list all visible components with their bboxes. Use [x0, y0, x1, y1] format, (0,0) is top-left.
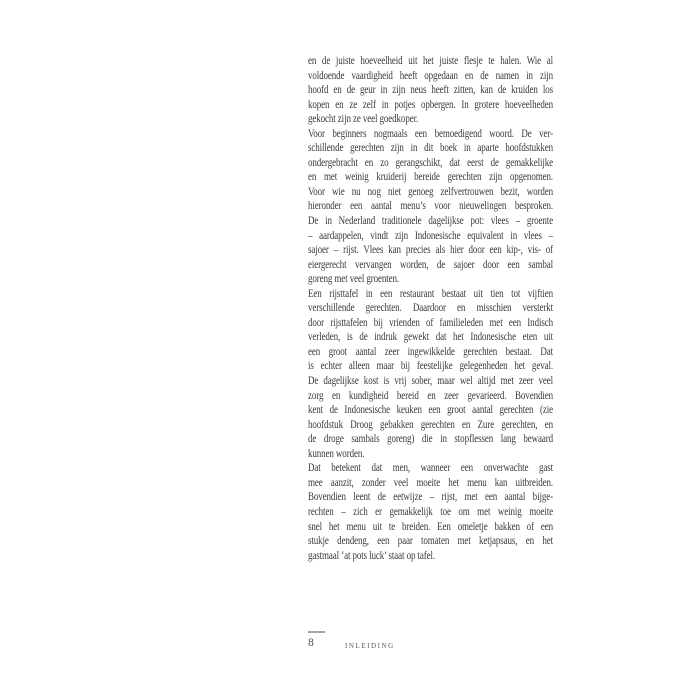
text-line: door rijsttafelen bij vrienden of familieleden met een Indisch — [308, 314, 553, 329]
text-line: gekocht zijn ze veel goedkoper. — [308, 111, 419, 126]
text-line: eiergerecht vervangen worden, de sajoer door een sambal — [308, 256, 553, 271]
text-line: hoofdstuk Droog gebakken gerechten en Zure gerechten, en — [308, 416, 553, 431]
text-line: hieronder een aantal menu’s voor nieuwelingen besproken. — [308, 198, 553, 213]
text-line: gastmaal ‘at pots luck’ staat op tafel. — [308, 547, 436, 562]
text-line: verschillende gerechten. Daardoor en misschien versterkt — [308, 300, 553, 315]
page-number: 8 — [308, 637, 314, 649]
text-line: Voor beginners nogmaals een bemoedigend woord. De ver- — [308, 125, 553, 140]
text-line: Een rijsttafel in een restaurant bestaat uit tien tot vijftien — [308, 285, 553, 300]
text-line: is echter alleen maar bij feestelijke gelegenheden het geval. — [308, 358, 553, 373]
text-line: en met weinig kruiderij bereide gerechten zijn opgenomen. — [308, 169, 553, 184]
text-line: kopen en ze zelf in potjes opbergen. In grotere hoeveelheden — [308, 96, 553, 111]
text-line: goreng met veel groenten. — [308, 271, 400, 286]
body-text-lines — [308, 53, 553, 562]
text-line: Dat betekent dat men, wanneer een onverwachte gast — [308, 460, 553, 475]
text-line: zorg en kundigheid bereid en zeer gevarieerd. Bovendien — [308, 387, 553, 402]
text-line: mee aanzit, zonder veel moeite het menu kan uitbreiden. — [308, 474, 553, 489]
text-line: kunnen worden. — [308, 445, 365, 460]
text-line: schillende gerechten zijn in dit boek in aparte hoofdstukken — [308, 140, 553, 155]
text-line: voldoende vaardigheid heeft opgedaan en de namen in zijn — [308, 67, 553, 82]
text-line: en de juiste hoeveelheid uit het juiste flesje te halen. Wie al — [308, 53, 553, 67]
body-text-column — [308, 53, 553, 562]
text-line: Bovendien leent de eetwijze – rijst, met een aantal bijge- — [308, 489, 553, 504]
text-line: de droge sambals goreng) die in stopflessen lang bewaard — [308, 431, 553, 446]
text-line: hoofd en de geur in zijn neus heeft zitten, kan de kruiden los — [308, 82, 553, 97]
text-line: een groot aantal zeer ingewikkelde gerechten bestaat. Dat — [308, 343, 553, 358]
text-line: stukje dendeng, een paar tomaten met ketjapsaus, en het — [308, 533, 553, 548]
text-line: verleden, is de indruk gewekt dat het Indonesische eten uit — [308, 329, 553, 344]
text-line: De dagelijkse kost is vrij sober, maar wel altijd met zeer veel — [308, 373, 553, 388]
text-line: kent de Indonesische keuken een groot aantal gerechten (zie — [308, 402, 553, 417]
text-line: snel het menu uit te breiden. Een omeletje bakken of een — [308, 518, 553, 533]
text-line: Voor wie nu nog niet genoeg zelfvertrouwen bezit, worden — [308, 183, 553, 198]
running-head-section-title: INLEIDING — [345, 641, 395, 650]
text-line: sajoer – rijst. Vlees kan precies als hier door een kip-, vis- of — [308, 242, 553, 257]
text-line: ondergebracht en zo gerangschikt, dat eerst de gemakkelijke — [308, 154, 553, 169]
text-line: De in Nederland traditionele dagelijkse pot: vlees – groente — [308, 213, 553, 228]
text-line: rechten – zich er gemakkelijk toe om met weinig moeite — [308, 503, 553, 518]
text-line: – aardappelen, vindt zijn Indonesische equivalent in vlees – — [308, 227, 553, 242]
footer-rule — [308, 631, 325, 633]
